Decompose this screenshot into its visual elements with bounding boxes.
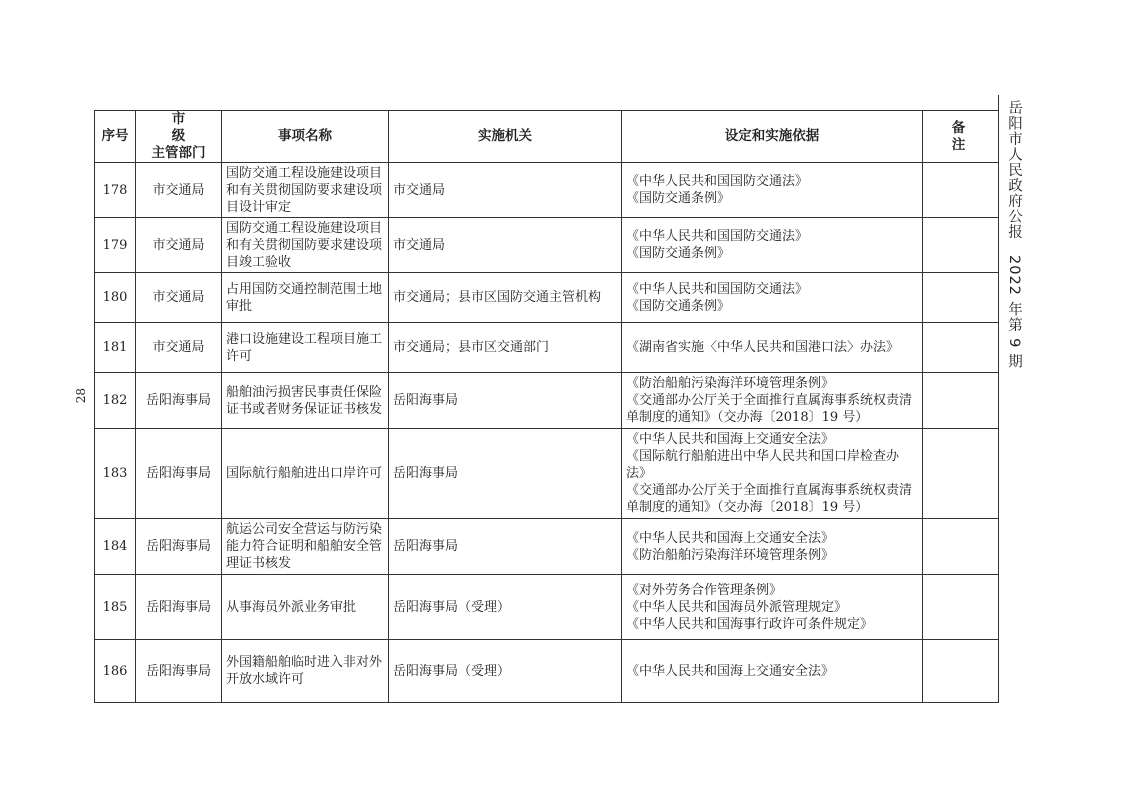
row-note (923, 640, 999, 703)
row-number: 180 (95, 273, 136, 323)
row-agency: 市交通局 (389, 163, 622, 218)
table-row (95, 429, 999, 519)
row-department: 岳阳海事局 (136, 640, 222, 703)
row-agency: 市交通局 (389, 218, 622, 273)
row-note (923, 519, 999, 575)
row-item-name: 外国籍船舶临时进入非对外开放水域许可 (222, 640, 389, 703)
row-agency: 岳阳海事局 (389, 429, 622, 519)
row-department: 市交通局 (136, 273, 222, 323)
basis-line: 《湖南省实施〈中华人民共和国港口法〉办法》 (626, 340, 900, 355)
row-basis (622, 273, 923, 323)
row-number: 178 (95, 163, 136, 218)
row-basis (622, 218, 923, 273)
table-body (95, 163, 999, 703)
approval-items-table (94, 110, 999, 703)
row-agency: 市交通局；县市区国防交通主管机构 (389, 273, 622, 323)
basis-line: 《国际航行船舶进出中华人民共和国口岸检查办法》 (626, 449, 900, 481)
row-note (923, 429, 999, 519)
table-row (95, 273, 999, 323)
row-item-name: 从事海员外派业务审批 (222, 575, 389, 640)
row-department: 市交通局 (136, 323, 222, 373)
row-department: 岳阳海事局 (136, 575, 222, 640)
header-no: 序号 (95, 111, 136, 163)
row-department: 岳阳海事局 (136, 519, 222, 575)
row-basis (622, 323, 923, 373)
basis-line: 《国防交通条例》 (626, 191, 731, 206)
row-number: 184 (95, 519, 136, 575)
row-basis (622, 163, 923, 218)
header-note: 备注 (923, 111, 999, 163)
publication-title: 岳阳市人民政府公报 2022 年第 9 期 (1006, 100, 1022, 370)
basis-line: 《国防交通条例》 (626, 246, 731, 261)
header-dept-line2: 主管部门 (151, 145, 206, 161)
table-header-row (95, 111, 999, 163)
row-department: 岳阳海事局 (136, 429, 222, 519)
row-department: 市交通局 (136, 218, 222, 273)
basis-line: 《对外劳务合作管理条例》 (626, 582, 783, 598)
basis-line: 《防治船舶污染海洋环境管理条例》 (626, 376, 835, 391)
row-note (923, 373, 999, 429)
table-row (95, 640, 999, 703)
table-row (95, 519, 999, 575)
row-note (923, 163, 999, 218)
basis-line: 《中华人民共和国国防交通法》 (626, 281, 809, 297)
row-item-name: 港口设施建设工程项目施工许可 (222, 323, 389, 373)
basis-line: 《中华人民共和国海上交通安全法》 (626, 530, 835, 546)
table-row (95, 163, 999, 218)
basis-line: 《中华人民共和国国防交通法》 (626, 229, 809, 244)
row-number: 181 (95, 323, 136, 373)
table-row (95, 323, 999, 373)
basis-line: 《防治船舶污染海洋环境管理条例》 (626, 547, 835, 563)
table-row (95, 373, 999, 429)
row-basis (622, 429, 923, 519)
row-number: 179 (95, 218, 136, 273)
basis-line: 《交通部办公厅关于全面推行直属海事系统权责清单制度的通知》（交办海〔2018〕19 号） (626, 393, 913, 425)
row-item-name: 航运公司安全营运与防污染能力符合证明和船舶安全管理证书核发 (222, 519, 389, 575)
row-note (923, 218, 999, 273)
row-note (923, 273, 999, 323)
row-item-name: 国防交通工程设施建设项目和有关贯彻国防要求建设项目设计审定 (222, 163, 389, 218)
row-item-name: 占用国防交通控制范围土地审批 (222, 273, 389, 323)
row-department: 岳阳海事局 (136, 373, 222, 429)
basis-line: 《国防交通条例》 (626, 298, 731, 314)
row-department: 市交通局 (136, 163, 222, 218)
row-basis (622, 640, 923, 703)
row-note (923, 323, 999, 373)
basis-line: 《中华人民共和国海上交通安全法》 (626, 432, 835, 447)
header-dept-line1: 市级 (171, 111, 216, 144)
basis-line: 《交通部办公厅关于全面推行直属海事系统权责清单制度的通知》（交办海〔2018〕19 号） (626, 483, 913, 515)
row-agency: 岳阳海事局（受理） (389, 640, 622, 703)
row-basis (622, 373, 923, 429)
basis-line: 《中华人民共和国国防交通法》 (626, 174, 809, 189)
row-number: 182 (95, 373, 136, 429)
row-agency: 岳阳海事局 (389, 373, 622, 429)
header-dept (136, 111, 222, 163)
header-basis: 设定和实施依据 (622, 111, 923, 163)
table-row (95, 218, 999, 273)
basis-line: 《中华人民共和国海事行政许可条件规定》 (626, 616, 874, 632)
header-item: 事项名称 (222, 111, 389, 163)
row-agency: 岳阳海事局 (389, 519, 622, 575)
row-item-name: 国防交通工程设施建设项目和有关贯彻国防要求建设项目竣工验收 (222, 218, 389, 273)
page-number: 28 (74, 388, 88, 404)
row-basis (622, 575, 923, 640)
table-row (95, 575, 999, 640)
row-number: 185 (95, 575, 136, 640)
header-agency: 实施机关 (389, 111, 622, 163)
basis-line: 《中华人民共和国海员外派管理规定》 (626, 599, 848, 615)
row-agency: 岳阳海事局（受理） (389, 575, 622, 640)
row-item-name: 国际航行船舶进出口岸许可 (222, 429, 389, 519)
side-divider (998, 95, 999, 690)
row-number: 183 (95, 429, 136, 519)
row-note (923, 575, 999, 640)
row-item-name: 船舶油污损害民事责任保险证书或者财务保证证书核发 (222, 373, 389, 429)
row-basis (622, 519, 923, 575)
row-agency: 市交通局；县市区交通部门 (389, 323, 622, 373)
basis-line: 《中华人民共和国海上交通安全法》 (626, 663, 835, 679)
row-number: 186 (95, 640, 136, 703)
